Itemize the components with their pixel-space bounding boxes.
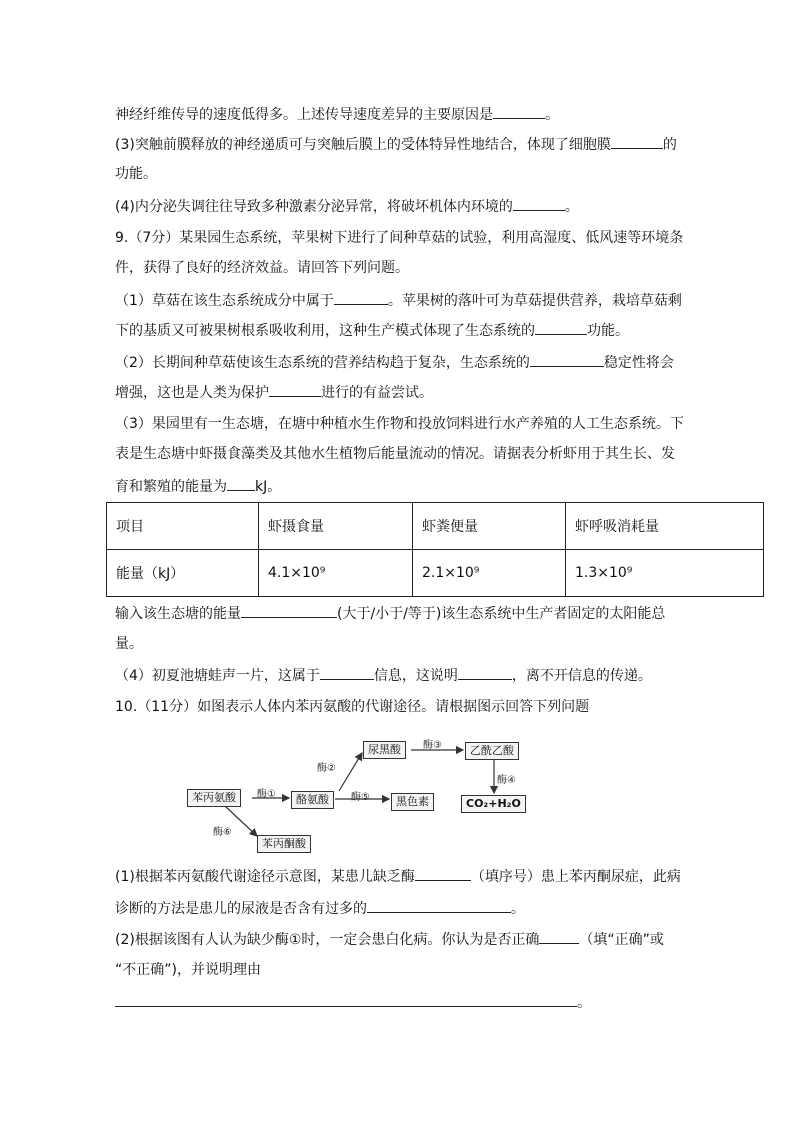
line-text: (2)根据该图有人认为缺少酶①时，一定会患白化病。你认为是否正确: [115, 932, 540, 948]
answer-blank[interactable]: [535, 320, 587, 335]
text-line: [115, 320, 629, 341]
text-line: [115, 444, 675, 464]
answer-blank[interactable]: [539, 929, 579, 944]
text-line: [115, 164, 157, 184]
line-text: 表是生态塘中虾摄食藻类及其他水生植物后能量流动的情况。请据表分析虾用于其生长、发: [115, 446, 675, 462]
node-acetoacetic-acid: 乙酰乙酸: [465, 742, 519, 760]
answer-blank[interactable]: [611, 134, 663, 149]
answer-blank[interactable]: [493, 104, 545, 119]
text-line: [115, 992, 591, 1013]
line-text: 信息，这说明: [373, 668, 458, 684]
arrow-tyr-hga: [339, 753, 362, 791]
line-text: （1）草菇在该生态系统成分中属于: [115, 293, 334, 309]
answer-blank[interactable]: [241, 603, 337, 618]
line-text: 神经纤维传导的速度低得多。上述传导速度差异的主要原因是: [115, 107, 493, 123]
line-text: 功能。: [587, 323, 629, 339]
line-text: (1)根据苯丙氨酸代谢途径示意图，某患儿缺乏酶: [115, 869, 415, 885]
node-melanin: 黑色素: [391, 793, 434, 811]
line-text: （填序号）患上苯丙酮尿症，此病: [470, 869, 681, 885]
energy-table: [106, 502, 764, 597]
enzyme-4-label: 酶④: [497, 775, 516, 786]
text-line: [115, 603, 665, 624]
answer-blank[interactable]: [513, 196, 565, 211]
line-text: 量。: [115, 636, 143, 652]
line-text: 10.（11分）如图表示人体内苯丙氨酸的代谢途径。请根据图示回答下列问题: [115, 699, 590, 715]
text-line: [115, 634, 143, 654]
line-text: （3）果园里有一生态塘，在塘中种植水生作物和投放饲料进行水产养殖的人工生态系统。下: [115, 416, 684, 432]
line-text: 。: [545, 107, 559, 123]
question-10-title: [115, 697, 589, 717]
line-text: （2）长期间种草菇使该生态系统的营养结构趋于复杂，生态系统的: [115, 355, 530, 371]
table-header-cell: 虾摄食量: [259, 503, 413, 550]
node-phenylpyruvic-acid: 苯丙酮酸: [257, 835, 311, 853]
line-text: (4)内分泌失调往往导致多种激素分泌异常，将破坏机体内环境的: [115, 199, 513, 215]
text-line: [115, 898, 525, 919]
table-header-row: [107, 503, 764, 550]
table-cell: 2.1×10⁹: [413, 550, 566, 597]
text-line: [115, 960, 261, 980]
answer-blank[interactable]: [115, 992, 577, 1007]
text-line: [115, 476, 281, 497]
line-text: 功能。: [115, 166, 157, 182]
text-line: [115, 104, 559, 125]
enzyme-2-label: 酶②: [317, 763, 336, 774]
line-text: （填“正确”或: [579, 932, 664, 948]
table-row-label: 能量（kJ）: [107, 550, 259, 597]
answer-blank[interactable]: [320, 665, 374, 680]
node-tyrosine: 酪氨酸: [291, 791, 334, 809]
text-line: [115, 134, 677, 155]
line-text: 9.（7分）某果园生态系统，苹果树下进行了间种草菇的试验，利用高湿度、低风速等环境条: [115, 230, 684, 246]
text-line: [115, 414, 684, 434]
line-text: 输入该生态塘的能量: [115, 606, 241, 622]
enzyme-1-label: 酶①: [257, 789, 276, 800]
line-text: “不正确”)，并说明理由: [115, 962, 261, 978]
answer-blank[interactable]: [415, 866, 471, 881]
line-text: 增强，这也是人类为保护: [115, 385, 269, 401]
line-text: 稳定性将会: [603, 355, 674, 371]
answer-blank[interactable]: [530, 352, 604, 367]
enzyme-3-label: 酶③: [423, 740, 442, 751]
line-text: 件，获得了良好的经济效益。请回答下列问题。: [115, 260, 409, 276]
text-line: [115, 382, 433, 403]
line-text: 。: [564, 199, 579, 215]
line-text: 。苹果树的落叶可为草菇提供营养，栽培草菇剩: [387, 293, 682, 309]
enzyme-6-label: 酶⑥: [213, 827, 232, 838]
line-text: ，离不开信息的传递。: [511, 668, 652, 684]
line-text: 育和繁殖的能量为: [115, 479, 227, 495]
line-text: 。: [511, 901, 525, 917]
answer-blank[interactable]: [458, 665, 512, 680]
node-phenylalanine: 苯丙氨酸: [187, 789, 241, 807]
line-text: (3)突触前膜释放的神经递质可与突触后膜上的受体特异性地结合，体现了细胞膜: [115, 137, 611, 153]
line-text: 的: [662, 137, 677, 153]
answer-blank[interactable]: [227, 476, 255, 491]
metabolism-diagram: [185, 733, 535, 853]
line-text: （4）初夏池塘蛙声一片，这属于: [115, 668, 320, 684]
table-row: [107, 550, 764, 597]
table-cell: 4.1×10⁹: [259, 550, 413, 597]
text-line: [115, 866, 681, 887]
node-co2-h2o: CO₂+H₂O: [461, 795, 526, 813]
line-text: (大于/小于/等于)该生态系统中生产者固定的太阳能总: [337, 606, 666, 622]
answer-blank[interactable]: [367, 898, 511, 913]
answer-blank[interactable]: [334, 290, 388, 305]
text-line: [115, 290, 682, 311]
enzyme-5-label: 酶⑤: [351, 792, 370, 803]
question-9-title: [115, 228, 683, 248]
line-text: 诊断的方法是患儿的尿液是否含有过多的: [115, 901, 367, 917]
text-line: [115, 352, 674, 373]
table-header-cell: 虾呼吸消耗量: [566, 503, 764, 550]
line-text: 。: [577, 995, 591, 1011]
text-line: [115, 196, 579, 217]
answer-blank[interactable]: [269, 382, 321, 397]
text-line: [115, 929, 664, 950]
table-header-cell: 虾粪便量: [413, 503, 566, 550]
table-header-cell: 项目: [107, 503, 259, 550]
line-text: 进行的有益尝试。: [321, 385, 433, 401]
line-text: kJ。: [255, 479, 282, 495]
table-cell: 1.3×10⁹: [566, 550, 764, 597]
line-text: 下的基质又可被果树根系吸收利用，这种生产模式体现了生态系统的: [115, 323, 535, 339]
text-line: [115, 665, 652, 686]
text-line: [115, 258, 409, 278]
node-homogentisic-acid: 尿黑酸: [363, 741, 406, 759]
